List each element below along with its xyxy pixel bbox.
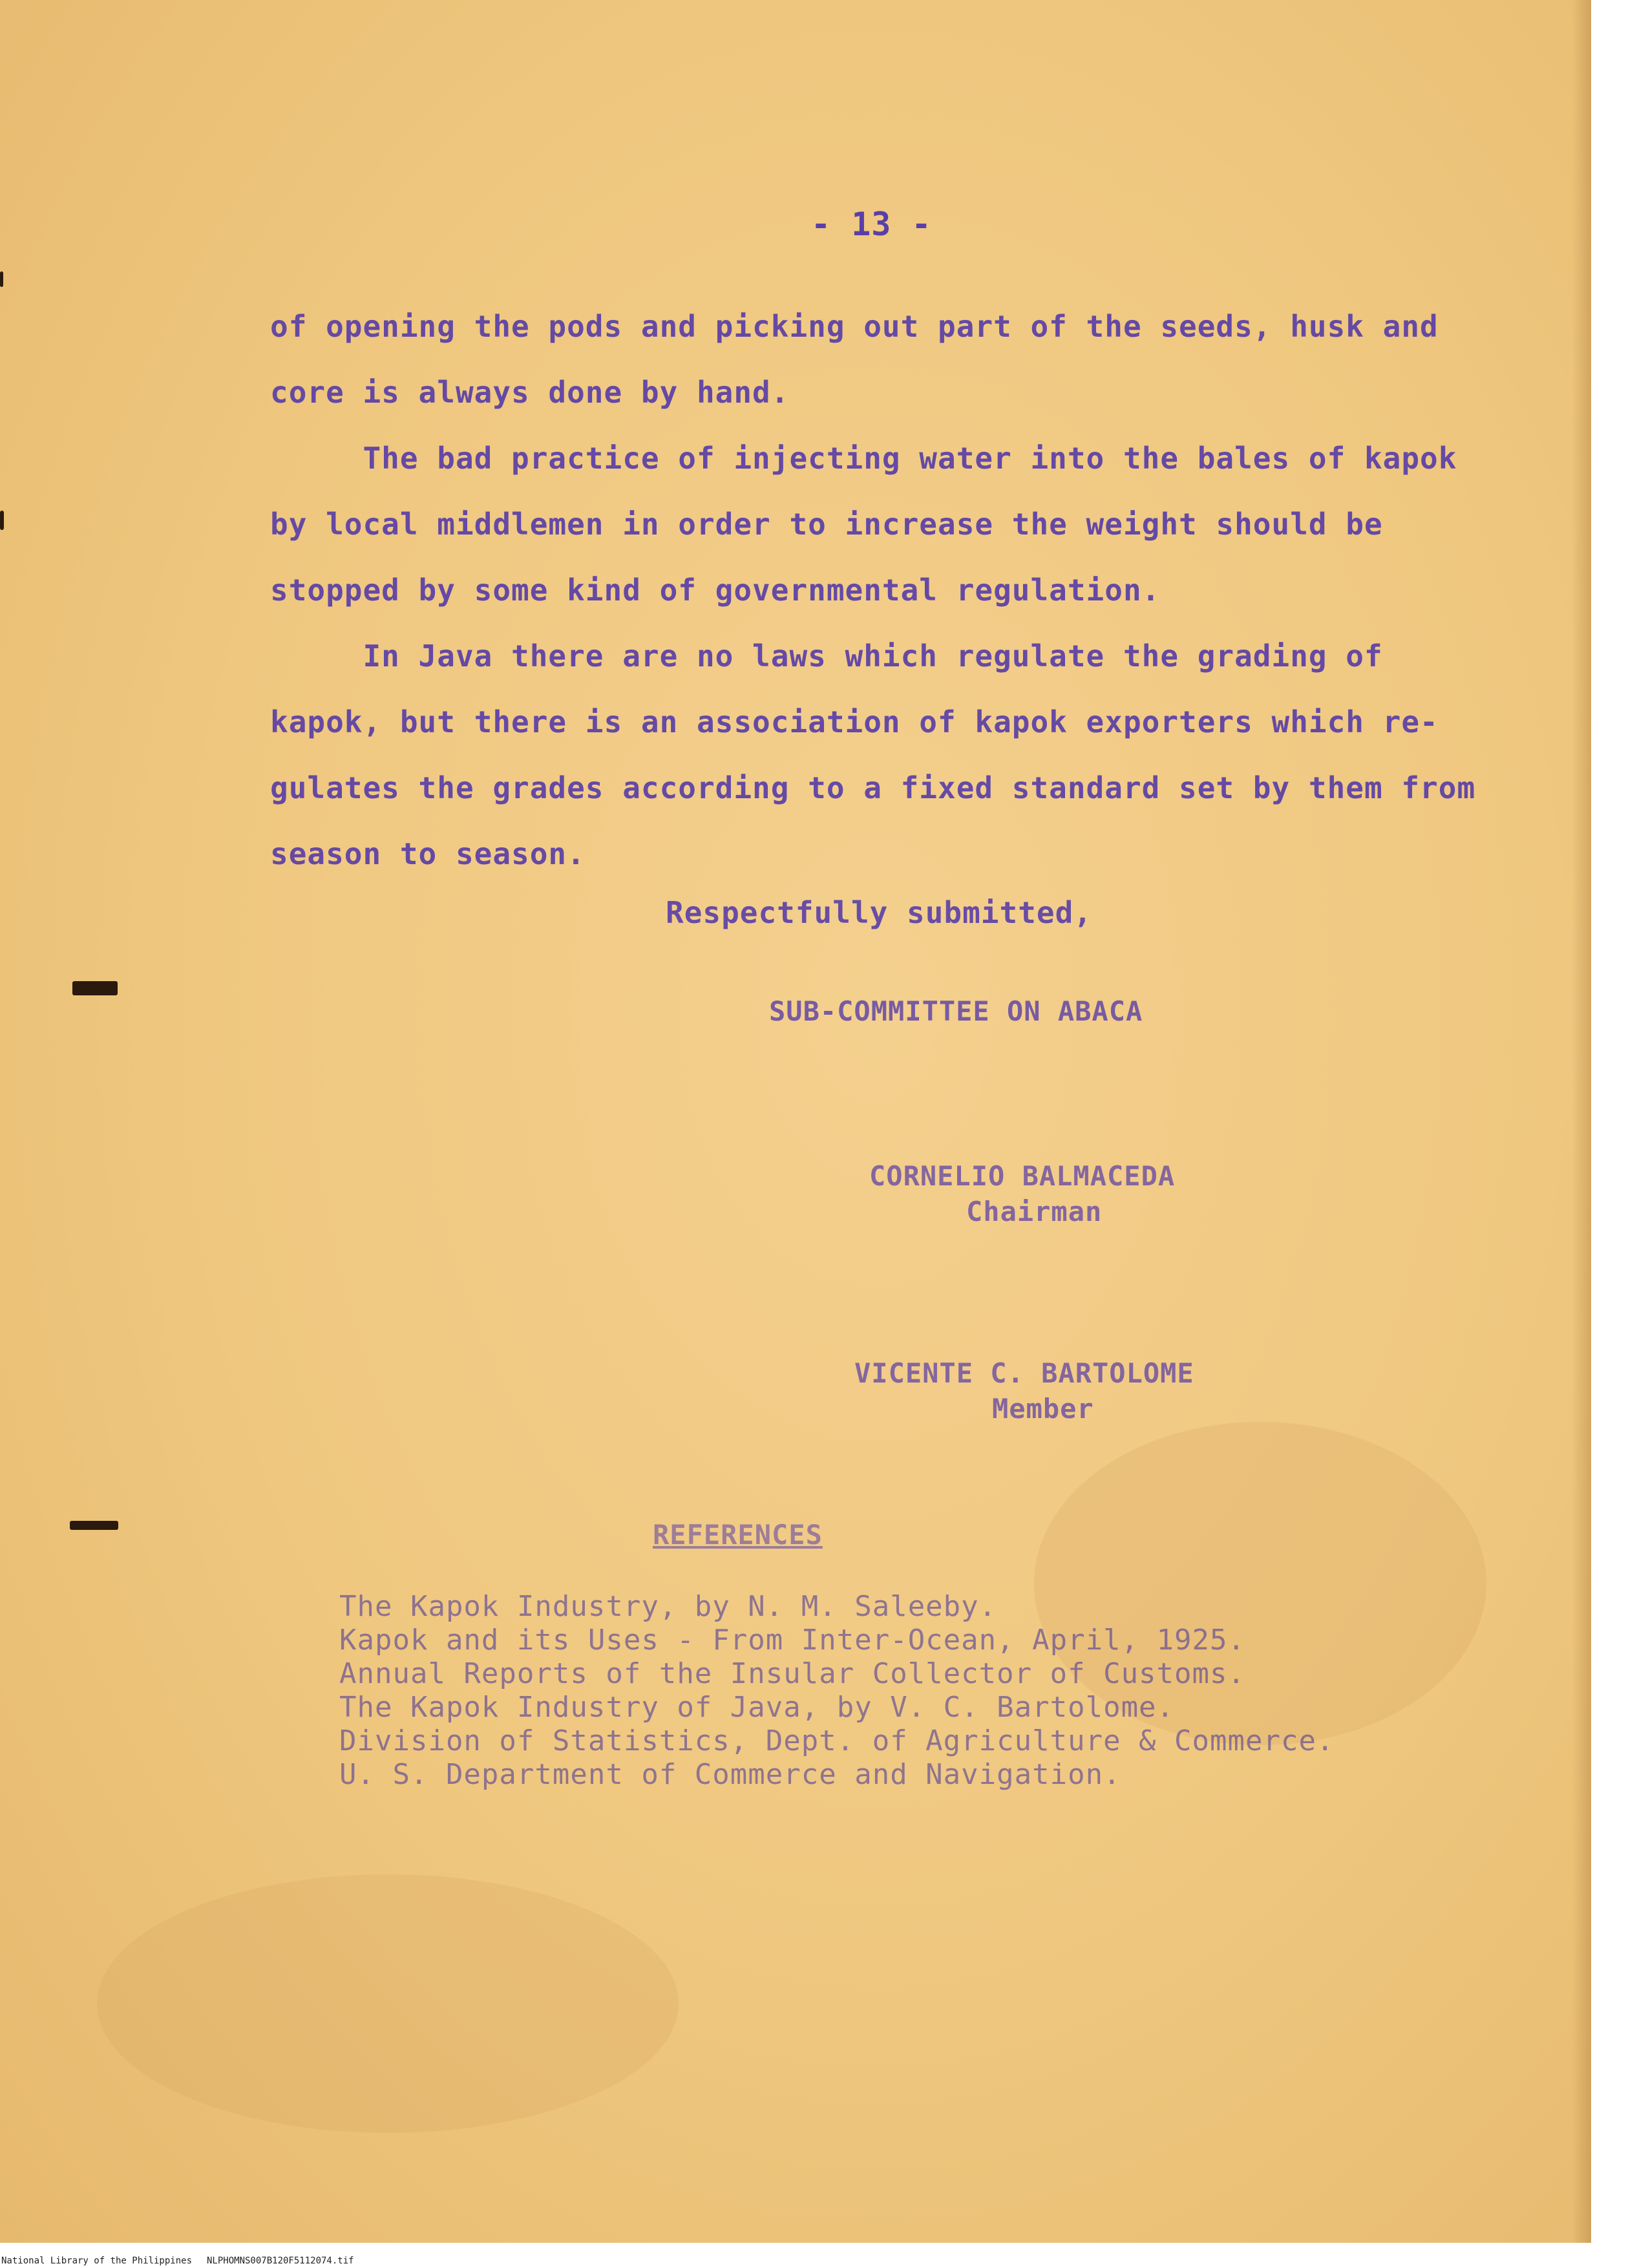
signatory-name: VICENTE C. BARTOLOME xyxy=(854,1357,1194,1389)
reference-item: Division of Statistics, Dept. of Agriculture & Commerce. xyxy=(339,1724,1335,1757)
body-line: In Java there are no laws which regulate the grading of xyxy=(270,639,1383,673)
body-line: kapok, but there is an association of kapok exporters which re- xyxy=(270,705,1439,739)
page-edge-mark xyxy=(0,271,3,287)
reference-item: U. S. Department of Commerce and Navigation. xyxy=(339,1758,1121,1791)
body-line: stopped by some kind of governmental regulation. xyxy=(270,573,1161,608)
punch-hole xyxy=(72,981,118,995)
page-number: - 13 - xyxy=(811,206,932,243)
body-line: core is always done by hand. xyxy=(270,375,790,410)
paper-stain xyxy=(97,1874,679,2133)
body-line: of opening the pods and picking out part of the seeds, husk and xyxy=(270,309,1439,344)
references-heading: REFERENCES xyxy=(653,1519,823,1551)
body-line: The bad practice of injecting water into the bales of kapok xyxy=(270,441,1457,476)
committee-name: SUB-COMMITTEE ON ABACA xyxy=(769,995,1143,1027)
closing-salutation: Respectfully submitted, xyxy=(666,895,1092,930)
reference-item: Annual Reports of the Insular Collector of Customs. xyxy=(339,1657,1246,1690)
reference-item: The Kapok Industry of Java, by V. C. Bartolome. xyxy=(339,1691,1175,1724)
signatory-name: CORNELIO BALMACEDA xyxy=(869,1160,1176,1192)
footer-source: National Library of the Philippines xyxy=(1,2256,193,2266)
body-line: gulates the grades according to a fixed standard set by them from xyxy=(270,770,1476,805)
body-line: by local middlemen in order to increase the weight should be xyxy=(270,507,1383,542)
page-edge-mark xyxy=(0,511,4,530)
signatory-title: Chairman xyxy=(966,1196,1103,1227)
reference-item: The Kapok Industry, by N. M. Saleeby. xyxy=(339,1590,997,1623)
body-line: season to season. xyxy=(270,836,586,871)
footer-filename: NLPHOMNS007B120F5112074.tif xyxy=(207,2256,354,2266)
paper-edge xyxy=(1572,0,1591,2243)
signatory-title: Member xyxy=(992,1393,1094,1425)
punch-hole xyxy=(70,1521,118,1530)
scan-footer xyxy=(0,2254,1648,2268)
reference-item: Kapok and its Uses - From Inter-Ocean, April, 1925. xyxy=(339,1624,1246,1657)
